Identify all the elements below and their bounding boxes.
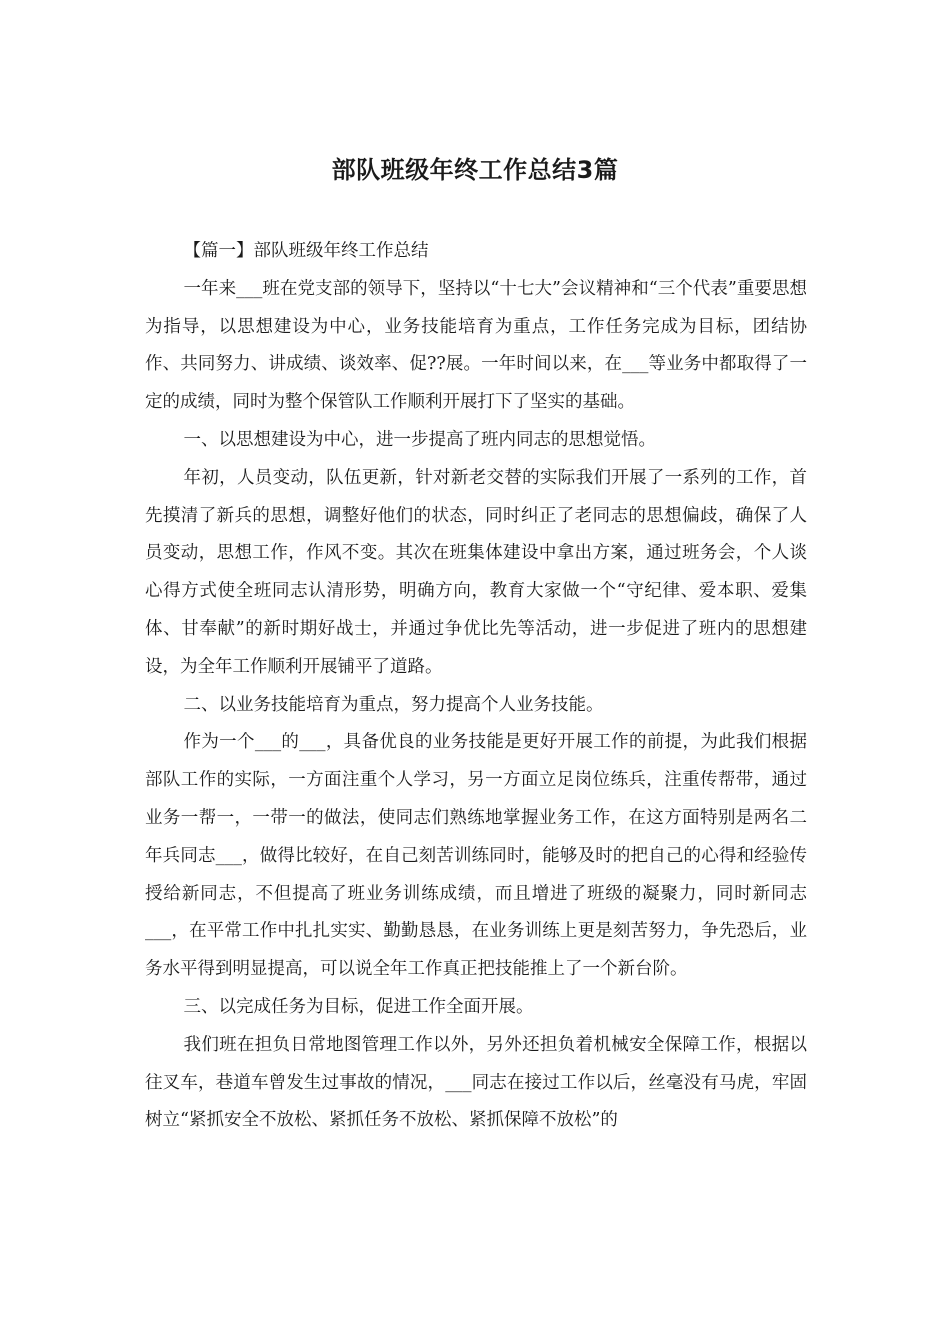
subheading: 一、以思想建设为中心，进一步提高了班内同志的思想觉悟。 bbox=[183, 429, 656, 450]
paragraph: 年初，人员变动，队伍更新，针对新老交替的实际我们开展了一系列的工作，首先摸清了新兵的思想，调整好他们的状态，同时纠正了老同志的思想偏歧，确保了人员变动，思想工作，作风不变。其次在班集体建设中拿出方案，通过班务会，个人谈心得方式使全班同志认清形势，明确方向，教育大家做一个“守纪律、爱本职、爱集体、甘奉献”的新时期好战士，并通过争优比先等活动，进一步促进了班内的思想建设，为全年工作顺利开展铺平了道路。 bbox=[145, 467, 807, 677]
paragraph: 我们班在担负日常地图管理工作以外，另外还担负着机械安全保障工作，根据以往叉车，巷道车曾发生过事故的情况，___同志在接过工作以后，丝毫没有马虎，牢固树立“紧抓安全不放松、紧抓任务不放松、紧抓保障不放松”的 bbox=[145, 1034, 807, 1131]
subheading: 三、以完成任务为目标，促进工作全面开展。 bbox=[183, 996, 534, 1017]
section-heading: 【篇一】部队班级年终工作总结 bbox=[183, 241, 429, 261]
document-body bbox=[145, 233, 807, 1140]
paragraph: 作为一个___的___，具备优良的业务技能是更好开展工作的前提，为此我们根据部队工作的实际，一方面注重个人学习，另一方面立足岗位练兵，注重传帮带，通过业务一帮一，一带一的做法，使同志们熟练地掌握业务工作，在这方面特别是两名二年兵同志___，做得比较好，在自己刻苦训练同时，能够及时的把自己的心得和经验传授给新同志，不但提高了班业务训练成绩，而且增进了班级的凝聚力，同时新同志___，在平常工作中扎扎实实、勤勤恳恳，在业务训练上更是刻苦努力，争先恐后，业务水平得到明显提高，可以说全年工作真正把技能推上了一个新台阶。 bbox=[145, 732, 807, 980]
document-title: 部队班级年终工作总结3篇 bbox=[331, 156, 619, 184]
paragraph: 一年来___班在党支部的领导下，坚持以“十七大”会议精神和“三个代表”重要思想为指导，以思想建设为中心，业务技能培育为重点，工作任务完成为目标，团结协作、共同努力、讲成绩、谈效率、促??展。一年时间以来，在___等业务中都取得了一定的成绩，同时为整个保管队工作顺利开展打下了坚实的基础。 bbox=[145, 278, 807, 413]
subheading: 二、以业务技能培育为重点，努力提高个人业务技能。 bbox=[183, 694, 604, 715]
